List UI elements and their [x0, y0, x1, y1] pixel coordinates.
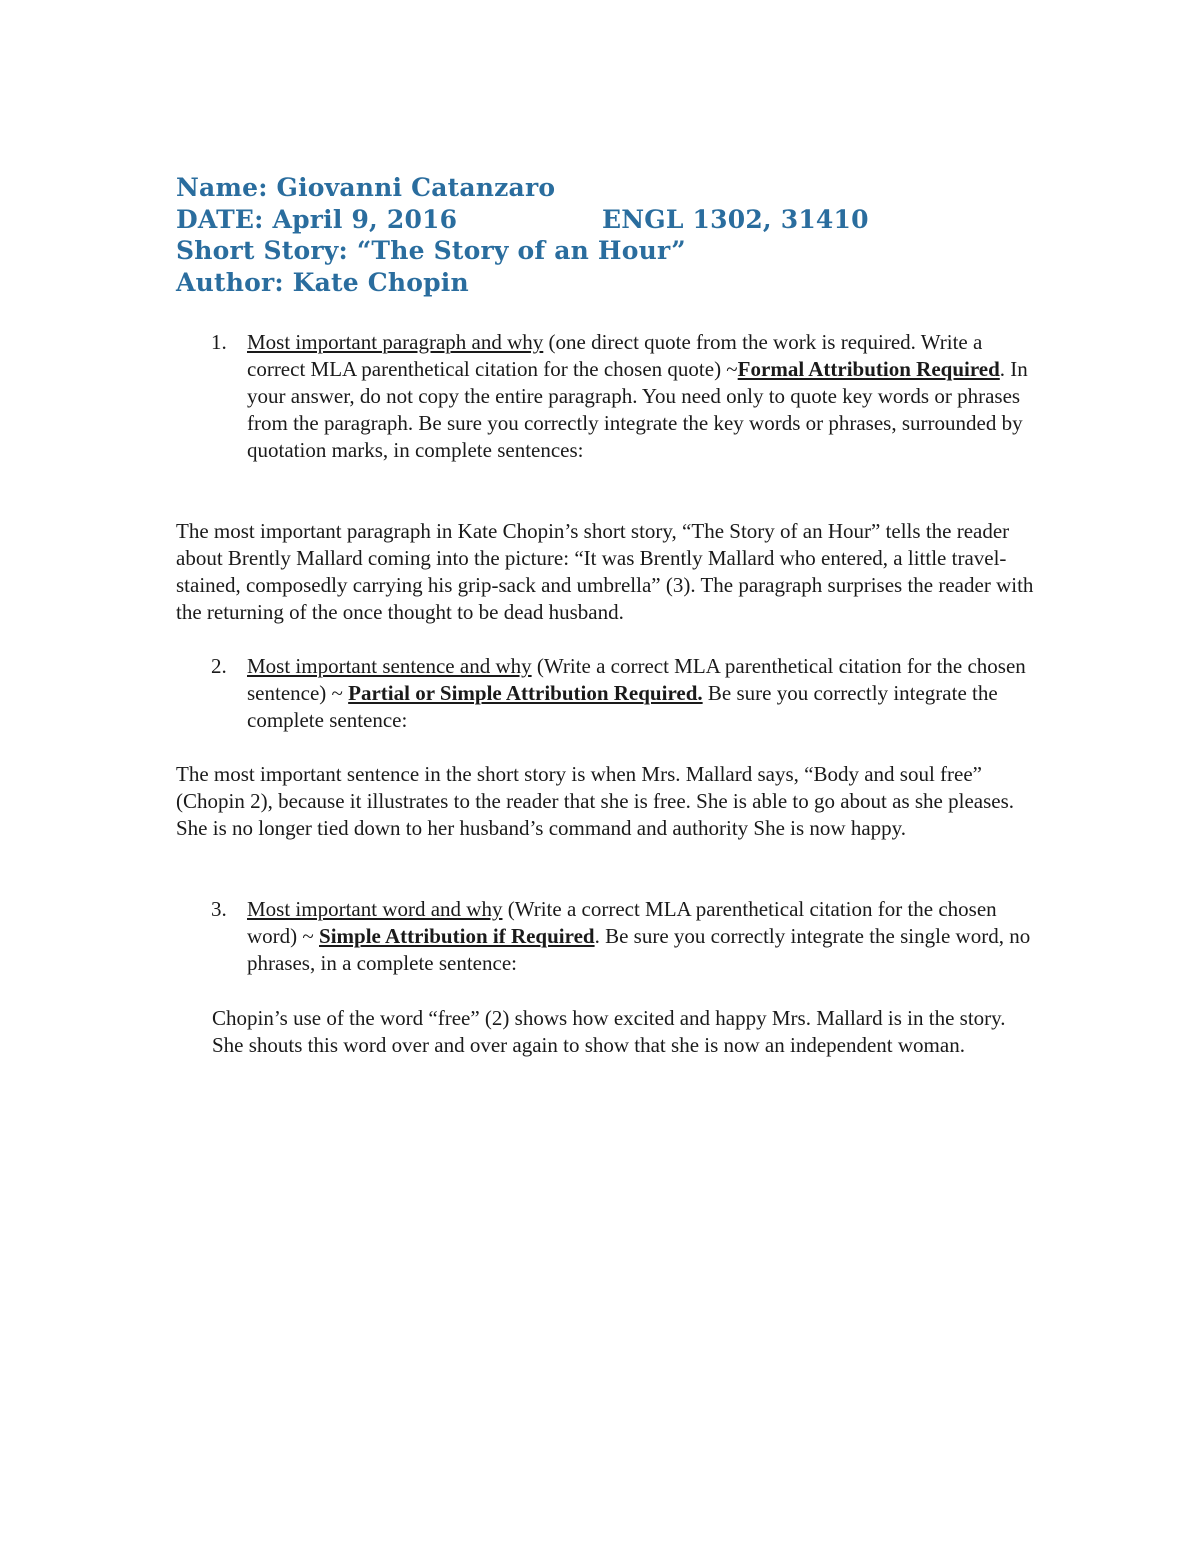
question-2: [211, 653, 1031, 734]
question-prompt: [247, 653, 1031, 734]
prompt-text: . Be sure you correctly integrate the single word, no phrases, in a complete sentence:: [247, 924, 1031, 975]
student-name: Name: Giovanni Catanzaro: [176, 173, 556, 202]
prompt-heading: Most important word and why: [247, 897, 503, 921]
question-number: 3.: [211, 897, 227, 921]
question-prompt: [247, 329, 1031, 464]
prompt-attribution: Partial or Simple Attribution Required.: [348, 681, 703, 705]
prompt-text: (Write a correct MLA parenthetical citation for the chosen sentence) ~: [247, 654, 1026, 705]
question-3: [211, 896, 1031, 977]
answer-3: Chopin’s use of the word “free” (2) shows how excited and happy Mrs. Mallard is in the story. She shouts this word over and over again to show that she is now an independent woman.: [212, 1006, 1006, 1057]
answer-2: The most important sentence in the short story is when Mrs. Mallard says, “Body and soul free” (Chopin 2), because it illustrates to the reader that she is free. She is able to go about as she pleases. She is no longer tied down to her husband’s command and authority She is now happy.: [176, 762, 1015, 840]
prompt-text: . In your answer, do not copy the entire paragraph. You need only to quote key words or phrases from the paragraph. Be sure you correctly integrate the key words or phrases, surrounded by quotation marks, in complete sentences:: [247, 357, 1028, 462]
prompt-heading: Most important paragraph and why: [247, 330, 544, 354]
story-author: Author: Kate Chopin: [176, 267, 469, 297]
story-title: Short Story: “The Story of an Hour”: [176, 236, 686, 265]
prompt-text: Be sure you correctly integrate the complete sentence:: [247, 681, 998, 732]
prompt-attribution: Simple Attribution if Required: [319, 924, 595, 948]
prompt-text: (Write a correct MLA parenthetical citation for the chosen word) ~: [247, 897, 997, 948]
prompt-text: (one direct quote from the work is required. Write a correct MLA parenthetical citation for the chosen quote) ~: [247, 330, 983, 381]
date-course-line: [176, 204, 869, 236]
course-code: ENGL 1302, 31410: [602, 204, 869, 234]
prompt-heading: Most important sentence and why: [247, 654, 532, 678]
prompt-attribution: Formal Attribution Required: [737, 357, 1000, 381]
date: DATE: April 9, 2016: [176, 204, 458, 234]
question-number: 2.: [211, 654, 227, 678]
question-prompt: [247, 896, 1031, 977]
question-1: [211, 329, 1031, 464]
document-header: [176, 172, 869, 298]
question-number: 1.: [211, 330, 227, 354]
answer-1: The most important paragraph in Kate Chopin’s short story, “The Story of an Hour” tells the reader about Brently Mallard coming into the picture: “It was Brently Mallard who entered, a little travel-stained, composedly carrying his grip-sack and umbrella” (3). The paragraph surprises the reader with the returning of the once thought to be dead husband.: [176, 519, 1034, 624]
